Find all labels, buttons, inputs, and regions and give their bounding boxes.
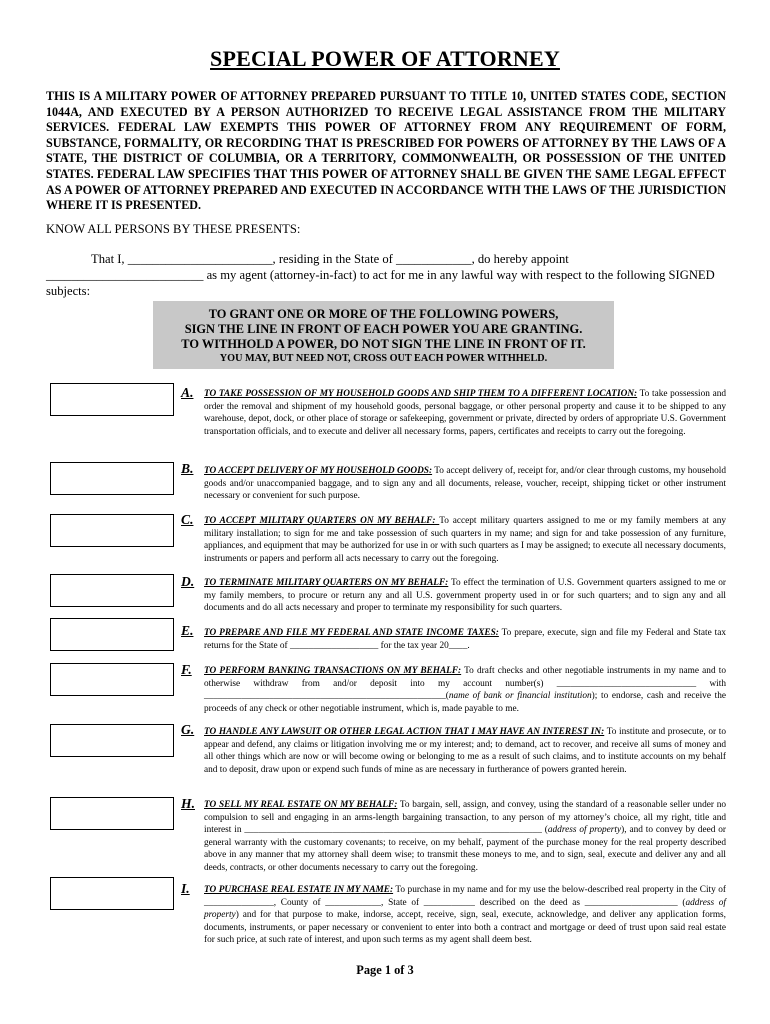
appointment-text-1: That I, <box>91 252 128 266</box>
power-c <box>204 515 726 565</box>
principal-name-blank[interactable]: _______________________ <box>127 252 273 266</box>
power-b-heading: TO ACCEPT DELIVERY OF MY HOUSEHOLD GOODS: <box>204 466 433 476</box>
document-title: SPECIAL POWER OF ATTORNEY <box>210 46 560 71</box>
power-e <box>204 627 726 652</box>
power-h-address-label: address of property <box>547 825 622 836</box>
power-i-address-label: address of property <box>204 897 726 921</box>
signature-box-b[interactable] <box>50 462 174 495</box>
power-c-body: To accept military quarters assigned to me or my family members at any military installation; to sign for me and take possession of such quarters in my name; and sign for and take possession of any furniture, appliances, and equipment that may be authorized for use in or with such quarters as I may be assigned; to execute all necessary documents, instruments or papers and perform all acts necessary to carry out the foregoing. <box>204 516 726 564</box>
power-d-body: To effect the termination of U.S. Government quarters assigned to me or my family members, to procure or return any and all U.S. government property used in or for such quarters; and to sign any and all documents and do all acts necessary and proper to terminate my responsibility for such quarters. <box>204 578 726 614</box>
signature-box-h[interactable] <box>50 797 174 830</box>
signature-box-a[interactable] <box>50 383 174 416</box>
page-number: Page 1 of 3 <box>356 963 414 977</box>
power-d-heading: TO TERMINATE MILITARY QUARTERS ON MY BEHALF: <box>204 578 449 588</box>
power-letter-f: F. <box>181 662 192 677</box>
power-f-heading: TO PERFORM BANKING TRANSACTIONS ON MY BEHALF: <box>204 666 462 676</box>
power-letter-b: B. <box>181 461 194 476</box>
power-h <box>204 799 726 875</box>
power-g-heading: TO HANDLE ANY LAWSUIT OR OTHER LEGAL ACTION THAT I MAY HAVE AN INTEREST IN: <box>204 727 605 737</box>
power-a-body: To take possession and order the removal and shipment of my household goods, personal baggage, or other personal property and cause it to be shipped to any warehouse, depot, dock, or other place of storage or safekeeping, government or private, directed by orders of appropriate U.S. Government transportation officials, and to execute and deliver all necessary forms, papers, certificates and receipts to carry out the foregoing. <box>204 389 726 437</box>
power-i-body-2: ) and for that purpose to make, indorse, accept, receive, sign, seal, execute, acknowledge, and deliver any application forms, documents, instruments, or paper necessary or convenient to enter into both a contract and mortgage or deed of trust upon said real estate for such price, at such rate of interest, and upon such terms as my agent shall deem best. <box>204 910 726 946</box>
power-a <box>204 388 726 438</box>
signature-box-g[interactable] <box>50 724 174 757</box>
power-letter-g: G. <box>181 722 195 737</box>
power-a-heading: TO TAKE POSSESSION OF MY HOUSEHOLD GOODS AND SHIP THEM TO A DIFFERENT LOCATION: <box>204 389 638 399</box>
power-letter-h: H. <box>181 796 195 811</box>
agent-name-blank[interactable]: _________________________ <box>46 268 204 282</box>
power-b <box>204 465 726 503</box>
power-i-body-1: To purchase in my name and for my use the below-described real property in the City of _______________, County of ____________, State of ___________ described on the deed as ____________________ ( <box>204 885 726 908</box>
power-g <box>204 726 726 776</box>
appointment-text-3: , do hereby appoint <box>471 252 569 266</box>
instructions-box <box>153 301 614 369</box>
power-i-heading: TO PURCHASE REAL ESTATE IN MY NAME: <box>204 885 394 895</box>
state-blank[interactable]: ____________ <box>396 252 472 266</box>
power-i <box>204 884 726 947</box>
instruction-line-3: TO WITHHOLD A POWER, DO NOT SIGN THE LINE IN FRONT OF IT. <box>181 337 586 351</box>
power-letter-c: C. <box>181 512 194 527</box>
power-letter-i: I. <box>181 881 190 896</box>
signature-box-i[interactable] <box>50 877 174 910</box>
appointment-text-2: , residing in the State of <box>272 252 397 266</box>
power-letter-a: A. <box>181 385 194 400</box>
signature-box-d[interactable] <box>50 574 174 607</box>
power-f <box>204 665 726 715</box>
military-poa-preamble: THIS IS A MILITARY POWER OF ATTORNEY PREPARED PURSUANT TO TITLE 10, UNITED STATES CODE, SECTION 1044A, AND EXECUTED BY A PERSON AUTHORIZED TO RECEIVE LEGAL ASSISTANCE FROM THE MILITARY SERVICES. FEDERAL LAW EXEMPTS THIS POWER OF ATTORNEY FROM ANY REQUIREMENT OF FORM, SUBSTANCE, FORMALITY, OR RECORDING THAT IS PRESCRIBED FOR POWERS OF ATTORNEY BY THE LAWS OF A STATE, THE DISTRICT OF COLUMBIA, OR A TERRITORY, COMMONWEALTH, OR POSSESSION OF THE UNITED STATES. FEDERAL LAW SPECIFIES THAT THIS POWER OF ATTORNEY SHALL BE GIVEN THE SAME LEGAL EFFECT AS A POWER OF ATTORNEY PREPARED AND EXECUTED IN ACCORDANCE WITH THE LAWS OF THE JURISDICTION WHERE IT IS PRESENTED. <box>46 89 726 213</box>
power-h-body-1: To bargain, sell, assign, and convey, using the standard of a reasonable seller under no compulsion to sell and engaging in an arms-length bargaining transaction, to any person of my attorney’s choice, all my right, title and interest in ________________________________________________________________ ( <box>204 800 726 836</box>
instruction-line-1: TO GRANT ONE OR MORE OF THE FOLLOWING POWERS, <box>208 307 559 321</box>
power-f-bank-name-label: name of bank or financial institution <box>448 691 592 702</box>
power-g-body: To institute and prosecute, or to appear and defend, any claims or litigation involving me or my interest; and; to demand, act to recover, and receive all sums of money and all other things which are now or will become owing or belonging to me as a result of such claims, and to institute accounts on my behalf and to deposit, draw upon or expend such funds of mine as are necessary in furtherance of powers granted herein. <box>204 727 726 775</box>
power-letter-d: D. <box>181 574 195 589</box>
power-d <box>204 577 726 615</box>
signature-box-f[interactable] <box>50 663 174 696</box>
appointment-paragraph <box>46 251 732 299</box>
signature-box-e[interactable] <box>50 618 174 651</box>
instruction-line-4: YOU MAY, BUT NEED NOT, CROSS OUT EACH POWER WITHHELD. <box>219 353 548 364</box>
power-h-heading: TO SELL MY REAL ESTATE ON MY BEHALF: <box>204 800 398 810</box>
power-e-heading: TO PREPARE AND FILE MY FEDERAL AND STATE INCOME TAXES: <box>204 628 499 638</box>
know-all-persons-line: KNOW ALL PERSONS BY THESE PRESENTS: <box>46 222 301 236</box>
power-e-body: To prepare, execute, sign and file my Federal and State tax returns for the State of ___________________ for the tax year 20____. <box>204 628 726 651</box>
power-c-heading: TO ACCEPT MILITARY QUARTERS ON MY BEHALF: <box>204 516 440 526</box>
appointment-text-4: as my agent (attorney-in-fact) to act for me in any lawful way with respect to the following SIGNED subjects: <box>46 268 715 298</box>
power-letter-e: E. <box>181 623 194 638</box>
instruction-line-2: SIGN THE LINE IN FRONT OF EACH POWER YOU ARE GRANTING. <box>184 322 583 336</box>
power-b-body: To accept delivery of, receipt for, and/or clear through customs, my household goods and/or unaccompanied baggage, and to sign any and all documents, release, voucher, receipt, shipping ticket or other instrument necessary or convenient for such purpose. <box>204 466 726 502</box>
power-f-body-2: ); to endorse, cash and receive the proceeds of any check or other negotiable instrument, which is, made payable to me. <box>204 691 726 714</box>
power-h-body-2: ), and to convey by deed or general warranty with the customary covenants; to receive, on my behalf, payment of the purchase money for the real property described above in any manner that my attorney shall deem wise; to transmit these moneys to me, and to sign, seal, execute and deliver any and all deeds, contracts, or other documents necessary to carry out the foregoing. <box>204 825 726 873</box>
signature-box-c[interactable] <box>50 514 174 547</box>
power-f-body-1: To draft checks and other negotiable instruments in my name and to otherwise withdraw from and/or deposit into my account number(s) ______________________________ with ____________________________________________________( <box>204 666 726 702</box>
